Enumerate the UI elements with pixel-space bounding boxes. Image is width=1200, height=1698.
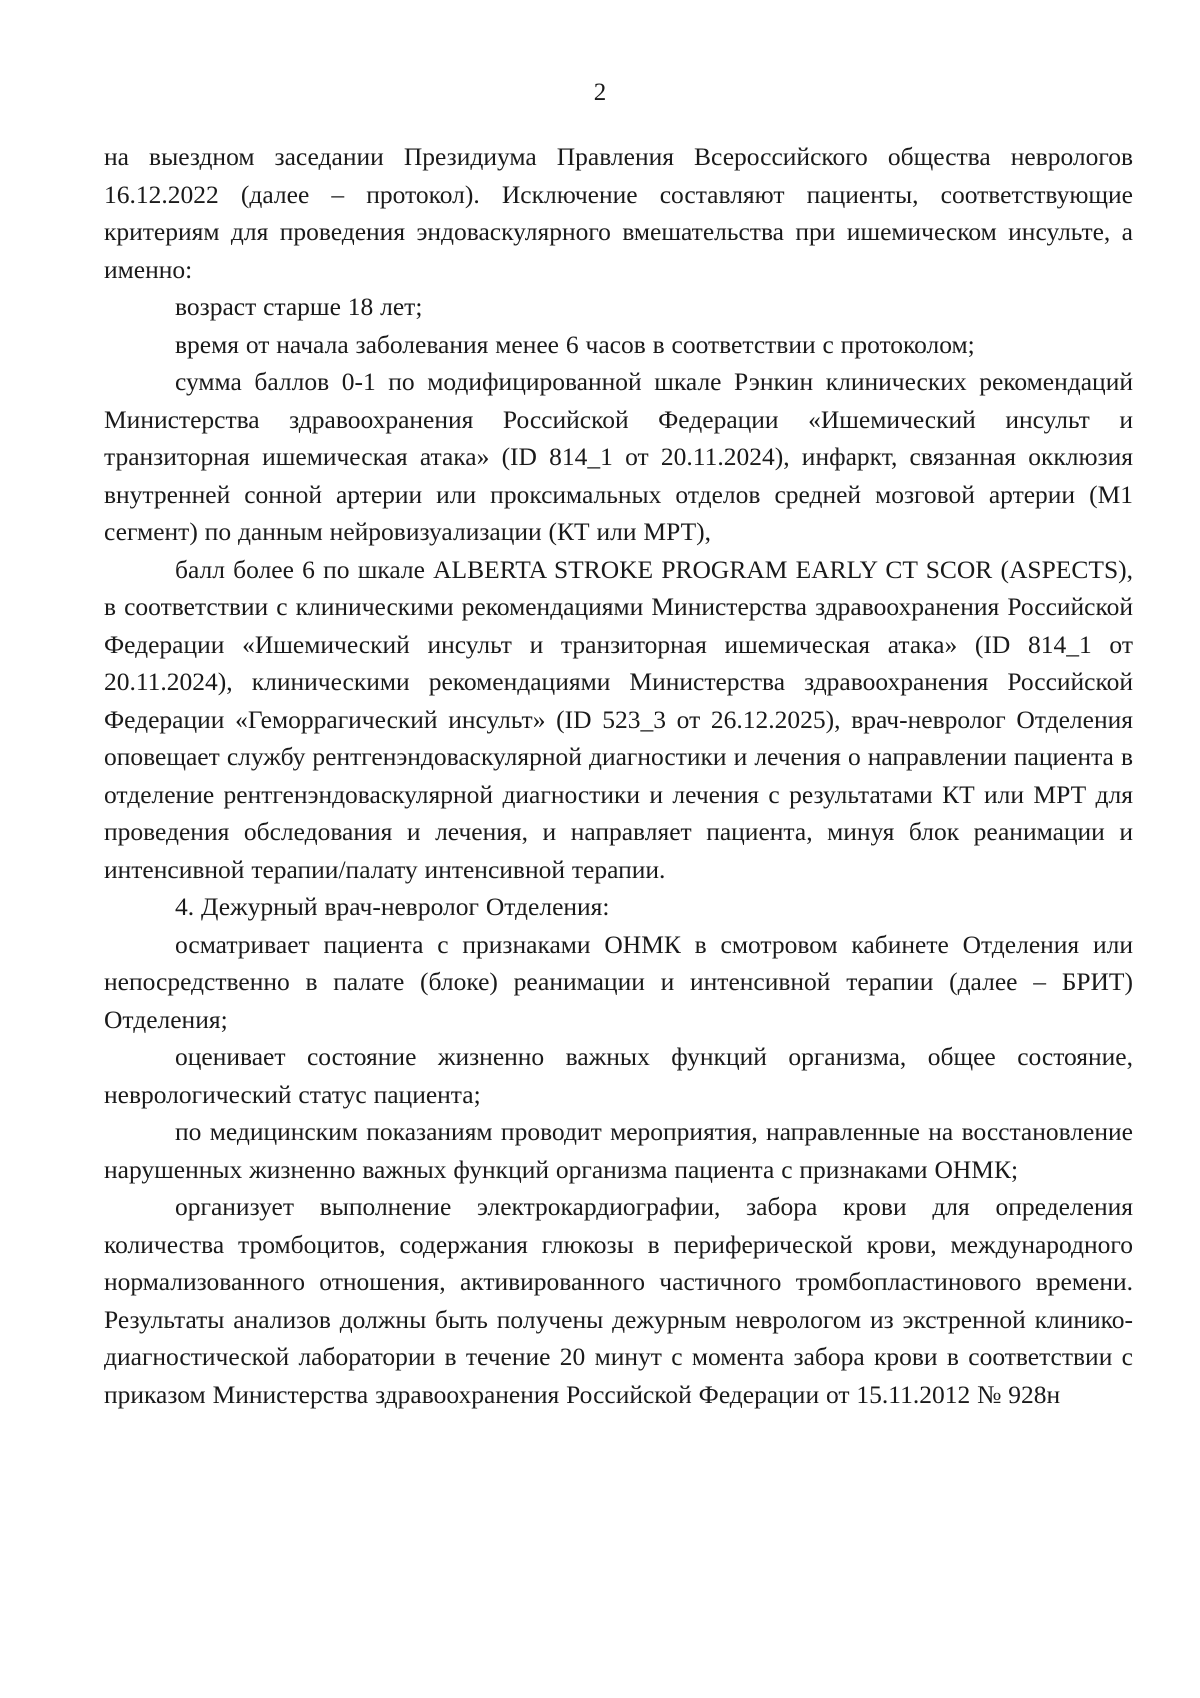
paragraph: сумма баллов 0-1 по модифицированной шкале Рэнкин клинических рекомендаций Министерства здравоохранения Российской Федерации «Ишемический инсульт и транзиторная ишемическая атака» (ID 814_1 от 20.11.2024), инфаркт, связанная окклюзия внутренней сонной артерии или проксимальных отделов средней мозговой артерии (М1 сегмент) по данным нейровизуализации (КТ или МРТ), [104,367,1133,546]
page-number: 2 [593,79,607,106]
paragraph: возраст старше 18 лет; [175,292,423,321]
section-heading: 4. Дежурный врач-невролог Отделения: [175,892,610,921]
paragraph: по медицинским показаниям проводит мероприятия, направленные на восстановление нарушенных жизненно важных функций организма пациента с признаками ОНМК; [104,1117,1133,1184]
paragraph: на выездном заседании Президиума Правления Всероссийского общества неврологов 16.12.2022 (далее – протокол). Исключение составляют пациенты, соответствующие критериям для проведения эндоваскулярного вмешательства при ишемическом инсульте, а именно: [104,142,1133,284]
paragraph: организует выполнение электрокардиографии, забора крови для определения количества тромбоцитов, содержания глюкозы в периферической крови, международного нормализованного отношения, активированного частичного тромбопластинового времени. Результаты анализов должны быть получены дежурным неврологом из экстренной клинико-диагностической лаборатории в течение 20 минут с момента забора крови в соответствии с приказом Министерства здравоохранения Российской Федерации от 15.11.2012 № 928н [104,1192,1133,1409]
paragraph: осматривает пациента с признаками ОНМК в смотровом кабинете Отделения или непосредственно в палате (блоке) реанимации и интенсивной терапии (далее – БРИТ) Отделения; [104,929,1133,1034]
paragraph: время от начала заболевания менее 6 часов в соответствии с протоколом; [175,329,975,359]
document-body [104,138,1133,1413]
paragraph: оценивает состояние жизненно важных функций организма, общее состояние, неврологический статус пациента; [104,1042,1133,1109]
paragraph: балл более 6 по шкале ALBERTA STROKE PROGRAM EARLY CT SCOR (ASPECTS), в соответствии с клиническими рекомендациями Министерства здравоохранения Российской Федерации «Ишемический инсульт и транзиторная ишемическая атака» (ID 814_1 от 20.11.2024), клиническими рекомендациями Министерства здравоохранения Российской Федерации «Геморрагический инсульт» (ID 523_3 от 26.12.2025), врач-невролог Отделения оповещает службу рентгенэндоваскулярной диагностики и лечения о направлении пациента в отделение рентгенэндоваскулярной диагностики и лечения с результатами КТ или МРТ для проведения обследования и лечения, и направляет пациента, минуя блок реанимации и интенсивной терапии/палату интенсивной терапии. [104,554,1133,884]
